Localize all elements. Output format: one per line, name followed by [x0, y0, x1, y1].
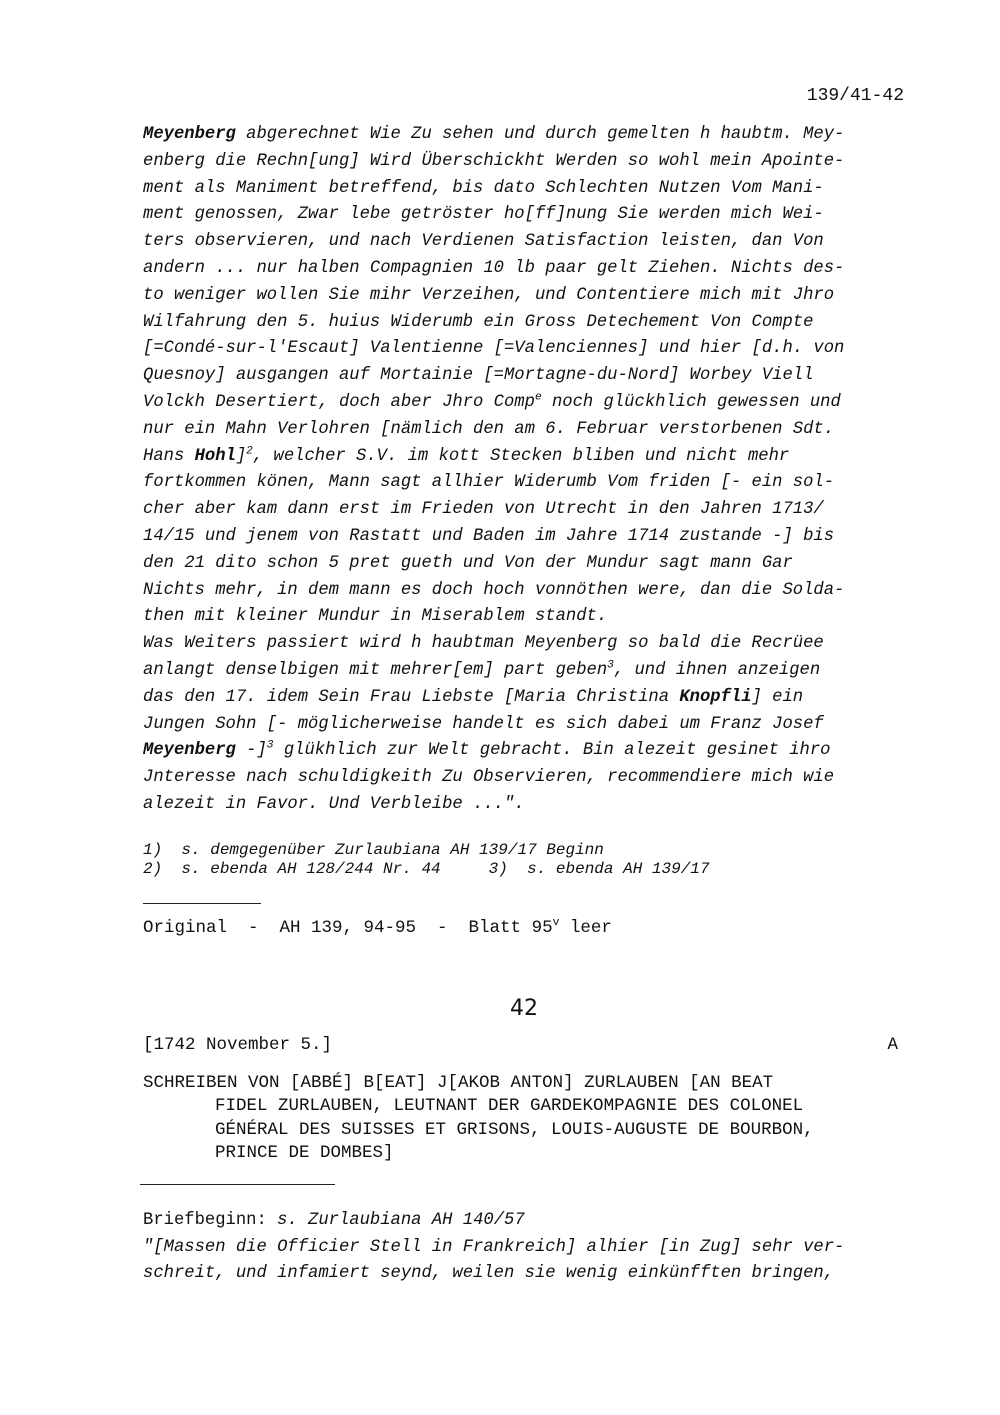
- footnote-2-3: [143, 860, 710, 879]
- heading-line: GÉNÉRAL DES SUISSES ET GRISONS, LOUIS-AUGUSTE DE BOURBON,: [215, 1119, 814, 1140]
- text-line: ters observieren, und nach Verdienen Satisfaction leisten, dan Von: [143, 232, 824, 252]
- letter-text-line: schreit, und infamiert seynd, weilen sie wenig einkünfften bringen,: [143, 1264, 835, 1284]
- footnote-2: 2) s. ebenda AH 128/244 Nr. 44: [143, 860, 441, 878]
- text-line: fortkommen könen, Mann sagt allhier Widerumb Vom friden [- ein sol-: [143, 473, 835, 493]
- document-number: 42: [510, 996, 538, 1021]
- text-line: cher aber kam dann erst im Frieden von Utrecht in den Jahren 1713/: [143, 500, 824, 520]
- letter-reference: Briefbeginn: s. Zurlaubiana AH 140/57: [143, 1211, 525, 1230]
- text-line: Volckh Desertiert, doch aber Jhro Comp$^e$ noch glückhlich gewessen und: [143, 391, 841, 412]
- letter-body-text: [143, 122, 908, 819]
- text-line: Was Weiters passiert wird h haubtman Meyenberg so bald die Recrüee: [143, 634, 824, 654]
- date-line: [143, 1035, 898, 1055]
- footnote-ref: 2: [246, 444, 253, 457]
- text-line: andern ... nur halben Compagnien 10 lb paar gelt Ziehen. Nichts des-: [143, 258, 845, 278]
- heading-line: FIDEL ZURLAUBEN, LEUTNANT DER GARDEKOMPAGNIE DES COLONEL: [215, 1096, 804, 1117]
- text-line: Jungen Sohn [- möglicherweise handelt es sich dabei um Franz Josef: [143, 714, 824, 734]
- text-line: anlangt denselbigen mit mehrer[em] part geben$^3$, und ihnen anzeigen: [143, 659, 821, 680]
- footnote-1: 1) s. demgegenüber Zurlaubiana AH 139/17 Beginn: [143, 841, 604, 859]
- text-line: to weniger wollen Sie mihr Verzeihen, und Contentiere mich mit Jhro: [143, 285, 835, 305]
- text-line: das den 17. idem Sein Frau Liebste [Maria Christina Knopfli] ein: [143, 687, 804, 707]
- text-line: 14/15 und jenem von Rastatt und Baden im Jahre 1714 zustande -] bis: [143, 526, 835, 546]
- heading-separator: [140, 1184, 335, 1185]
- text-line: Nichts mehr, in dem mann es doch hoch vonnöthen were, dan die Solda-: [143, 580, 845, 600]
- original-source-line: Original - AH 139, 94-95 - Blatt 95$^v$ leer: [143, 917, 612, 938]
- document-heading: [143, 1072, 913, 1166]
- text-line: [=Condé-sur-l'Escaut] Valentienne [=Valenciennes] und hier [d.h. von: [143, 339, 845, 359]
- text-line: nur ein Mahn Verlohren [nämlich den am 6. Februar verstorbenen Sdt.: [143, 419, 835, 439]
- text-line: Quesnoy] ausgangen auf Mortainie [=Mortagne-du-Nord] Worbey Viell: [143, 366, 814, 386]
- page-number: 139/41-42: [806, 86, 904, 106]
- text-line: Meyenberg abgerechnet Wie Zu sehen und durch gemelten h haubtm. Mey-: [143, 125, 845, 144]
- footnotes: [143, 841, 710, 879]
- footnote-ref: 3: [266, 739, 274, 752]
- document-category: A: [887, 1035, 898, 1055]
- letter-text-line: "[Massen die Officier Stell in Frankreich] alhier [in Zug] sehr ver-: [143, 1237, 845, 1257]
- text-line: Jnteresse nach schuldigkeith Zu Observieren, recommendiere mich wie: [143, 768, 835, 788]
- text-line: ment als Maniment betreffend, bis dato Schlechten Nutzen Vom Mani-: [143, 178, 824, 198]
- document-date: [1742 November 5.]: [143, 1035, 333, 1055]
- letter-start: [143, 1208, 913, 1288]
- footnote-ref: 3: [607, 659, 614, 672]
- footnote-3: 3) s. ebenda AH 139/17: [488, 860, 710, 878]
- text-line: Hans Hohl]$^2$, welcher S.V. im kott Stecken bliben und nicht mehr: [143, 444, 790, 466]
- text-line: Wilfahrung den 5. huius Widerumb ein Gross Detechement Von Compte: [143, 312, 814, 332]
- text-line: Meyenberg -]$^3$ glükhlich zur Welt gebracht. Bin alezeit gesinet ihro: [143, 739, 831, 761]
- text-line: ment genossen, Zwar lebe getröster ho[ff]nung Sie werden mich Wei-: [143, 205, 824, 225]
- footnote-separator: [143, 903, 261, 904]
- text-line: alezeit in Favor. Und Verbleibe ...".: [143, 794, 525, 814]
- text-line: den 21 dito schon 5 pret gueth und Von der Mundur sagt mann Gar: [143, 553, 793, 573]
- text-line: enberg die Rechn[ung] Wird Überschickht Werden so wohl mein Apointe-: [143, 151, 845, 171]
- heading-line: PRINCE DE DOMBES]: [215, 1143, 394, 1164]
- text-line: then mit kleiner Mundur in Miserablem standt.: [143, 607, 608, 627]
- heading-line: SCHREIBEN VON [ABBÉ] B[EAT] J[AKOB ANTON] ZURLAUBEN [AN BEAT: [143, 1073, 774, 1093]
